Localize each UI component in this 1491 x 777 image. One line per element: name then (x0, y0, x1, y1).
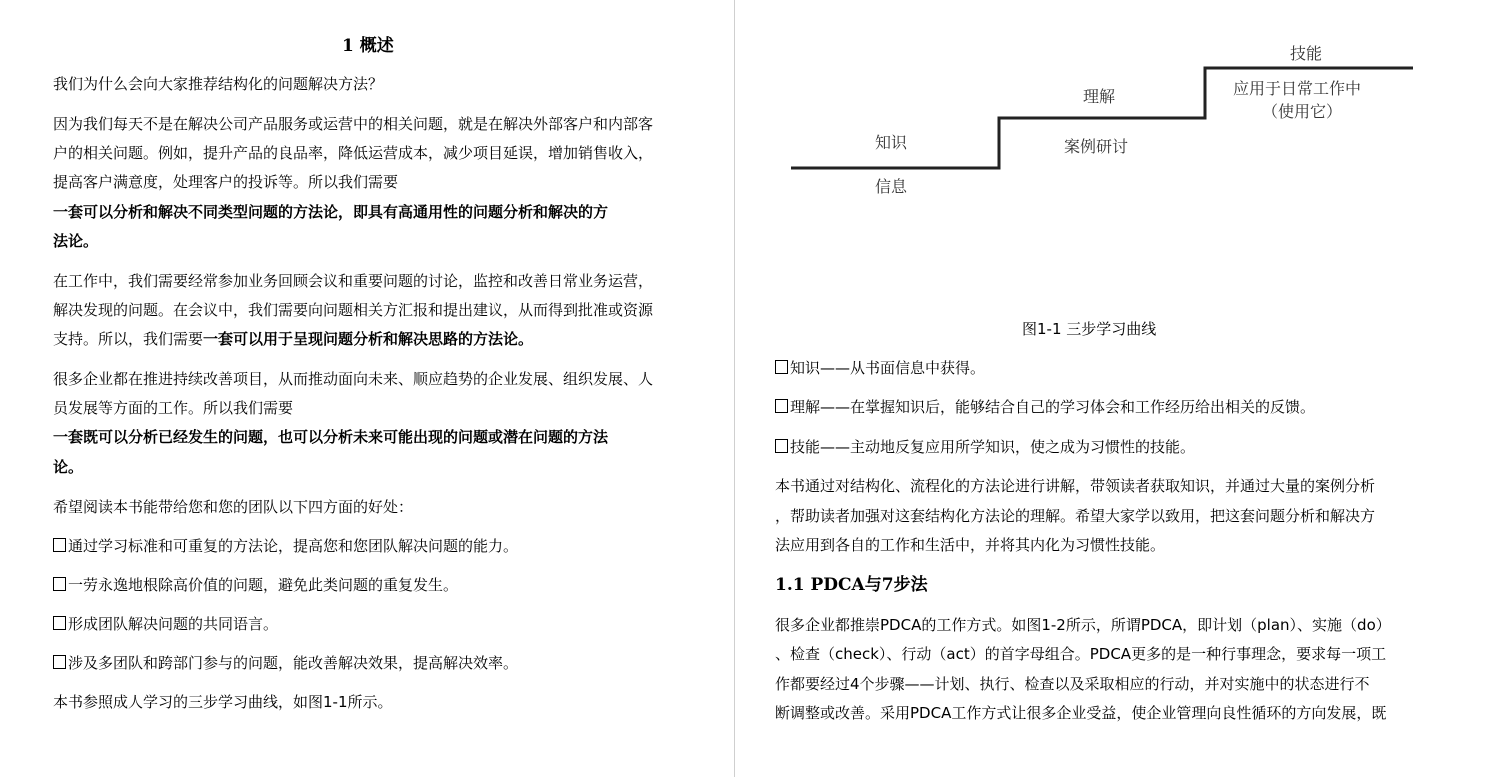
definition-item: 理解——在掌握知识后，能够结合自己的学习体会和工作经历给出相关的反馈。 (775, 397, 1315, 417)
paragraph-line: 解决发现的问题。在会议中，我们需要向问题相关方汇报和提出建议，从而得到批准或资源 (53, 301, 654, 319)
benefit-item: 涉及多团队和跨部门参与的问题，能改善解决效果，提高解决效率。 (53, 653, 518, 673)
paragraph-line: 很多企业都在推进持续改善项目，从而推动面向未来、顺应趋势的企业发展、组织发展、人 (53, 370, 654, 388)
bold-statement-line: 法论。 (53, 232, 99, 250)
step-sublabel-use-it: （使用它） (1262, 102, 1343, 121)
figure-caption: 图1-1 三步学习曲线 (1022, 320, 1157, 338)
benefits-intro: 希望阅读本书能带给您和您的团队以下四方面的好处： (53, 498, 414, 516)
closing-text: 本书参照成人学习的三步学习曲线，如图1-1所示。 (53, 693, 393, 711)
paragraph-line: ，帮助读者加强对这套结构化方法论的理解。希望大家学以致用，把这套问题分析和解决方 (775, 507, 1376, 525)
definition-item: 知识——从书面信息中获得。 (775, 358, 985, 378)
paragraph-line: 本书通过对结构化、流程化的方法论进行讲解，带领读者获取知识，并通过大量的案例分析 (775, 477, 1376, 495)
paragraph-line: 断调整或改善。采用PDCA工作方式让很多企业受益，使企业管理向良性循环的方向发展，既 (775, 704, 1387, 722)
paragraph-line: 作都要经过4个步骤——计划、执行、检查以及采取相应的行动，并对实施中的状态进行不 (775, 675, 1370, 693)
paragraph-line: 员发展等方面的工作。所以我们需要 (53, 399, 294, 417)
step-sublabel-case-study: 案例研讨 (1064, 137, 1129, 156)
paragraph-line: 、检查（check）、行动（act）的首字母组合。PDCA更多的是一种行事理念，要求每一项工 (775, 645, 1387, 663)
benefit-item: 一劳永逸地根除高价值的问题，避免此类问题的重复发生。 (53, 575, 458, 595)
bold-statement-line: 论。 (53, 458, 84, 476)
bold-statement-line: 一套可以分析和解决不同类型问题的方法论，即具有高通用性的问题分析和解决的方 (53, 203, 609, 221)
benefit-item: 形成团队解决问题的共同语言。 (53, 614, 278, 634)
paragraph-line: 法应用到各自的工作和生活中，并将其内化为习惯性技能。 (775, 536, 1166, 554)
step-label-knowledge: 知识 (875, 133, 908, 152)
paragraph-line: 因为我们每天不是在解决公司产品服务或运营中的相关问题，就是在解决外部客户和内部客 (53, 115, 654, 133)
question-text: 我们为什么会向大家推荐结构化的问题解决方法？ (53, 75, 384, 93)
definition-item: 技能——主动地反复应用所学知识，使之成为习惯性的技能。 (775, 437, 1195, 457)
benefit-item: 通过学习标准和可重复的方法论，提高您和您团队解决问题的能力。 (53, 536, 518, 556)
paragraph-text: 支持。所以，我们需要 (53, 330, 204, 348)
bold-inline-text: 一套可以用于呈现问题分析和解决思路的方法论。 (203, 330, 534, 348)
step-label-understanding: 理解 (1083, 87, 1116, 106)
paragraph-line: 提高客户满意度，处理客户的投诉等。所以我们需要 (53, 173, 399, 191)
section-title: 1.1 PDCA与7步法 (775, 575, 928, 595)
step-sublabel-daily-work: 应用于日常工作中 (1233, 79, 1362, 98)
chapter-title: 1 概述 (342, 36, 394, 56)
paragraph-line: 很多企业都推崇PDCA的工作方式。如图1-2所示，所谓PDCA，即计划（plan）、实施（do） (775, 616, 1391, 634)
paragraph-line: 户的相关问题。例如，提升产品的良品率，降低运营成本，减少项目延误，增加销售收入， (53, 144, 654, 162)
step-sublabel-information: 信息 (875, 177, 908, 196)
step-label-skill: 技能 (1290, 44, 1323, 63)
bold-statement-line: 一套既可以分析已经发生的问题，也可以分析未来可能出现的问题或潜在问题的方法 (53, 428, 609, 446)
paragraph-line: 在工作中，我们需要经常参加业务回顾会议和重要问题的讨论，监控和改善日常业务运营， (53, 272, 654, 290)
